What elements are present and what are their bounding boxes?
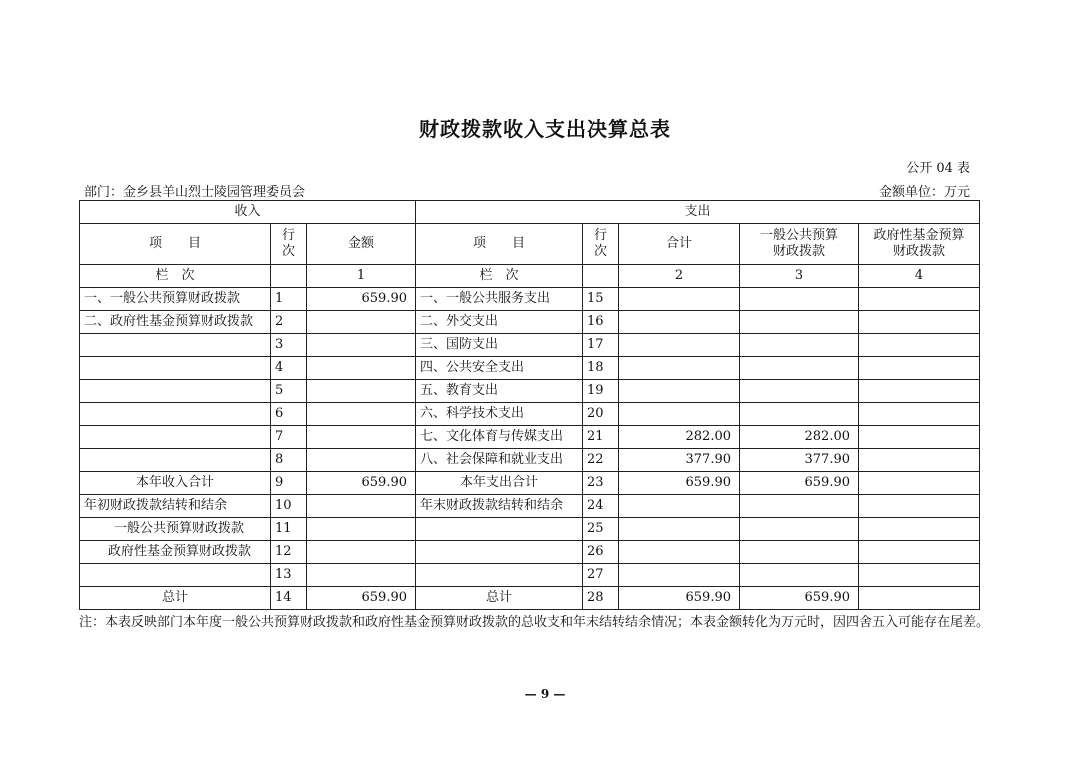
expense-line-cell: 19 <box>583 380 619 403</box>
expense-line-cell: 21 <box>583 426 619 449</box>
table-row <box>80 426 980 449</box>
income-amount-cell <box>307 541 416 564</box>
income-amount-cell <box>307 311 416 334</box>
income-item-header: 项 目 <box>80 224 271 265</box>
fund-budget-cell <box>859 403 980 426</box>
fund-budget-cell <box>859 357 980 380</box>
income-amount-header: 金额 <box>307 224 416 265</box>
expense-line-cell: 26 <box>583 541 619 564</box>
income-item-cell <box>80 334 271 357</box>
general-budget-cell <box>740 518 859 541</box>
expense-line-cell: 23 <box>583 472 619 495</box>
income-line-cell: 13 <box>271 564 307 587</box>
fund-budget-cell <box>859 380 980 403</box>
expense-item-cell: 六、科学技术支出 <box>416 403 583 426</box>
expense-line-cell: 25 <box>583 518 619 541</box>
expense-line-cell: 15 <box>583 288 619 311</box>
income-line-cell: 5 <box>271 380 307 403</box>
income-amount-cell: 659.90 <box>307 472 416 495</box>
expense-item-cell <box>416 564 583 587</box>
expense-line-header: 行 次 <box>583 224 619 265</box>
income-column-label: 栏 次 <box>80 265 271 288</box>
document-title: 财政拨款收入支出决算总表 <box>419 117 671 141</box>
expense-line-cell: 16 <box>583 311 619 334</box>
income-amount-cell: 659.90 <box>307 288 416 311</box>
expense-column-label: 栏 次 <box>416 265 583 288</box>
expense-line-cell: 27 <box>583 564 619 587</box>
income-item-cell: 一般公共预算财政拨款 <box>80 518 271 541</box>
income-item-cell: 政府性基金预算财政拨款 <box>80 541 271 564</box>
income-amount-cell: 659.90 <box>307 587 416 610</box>
income-amount-cell <box>307 357 416 380</box>
expense-total-cell <box>619 380 740 403</box>
expense-line-cell: 28 <box>583 587 619 610</box>
table-row <box>80 564 980 587</box>
income-item-cell: 本年收入合计 <box>80 472 271 495</box>
budget-summary-table <box>79 200 980 610</box>
expense-line-cell: 17 <box>583 334 619 357</box>
income-line-cell: 3 <box>271 334 307 357</box>
fund-budget-cell <box>859 311 980 334</box>
fund-budget-cell <box>859 288 980 311</box>
income-line-cell: 8 <box>271 449 307 472</box>
expense-header: 支出 <box>416 201 980 224</box>
expense-total-cell: 377.90 <box>619 449 740 472</box>
income-item-cell: 总计 <box>80 587 271 610</box>
general-budget-cell: 282.00 <box>740 426 859 449</box>
expense-item-cell: 三、国防支出 <box>416 334 583 357</box>
expense-line-cell: 18 <box>583 357 619 380</box>
expense-total-cell <box>619 495 740 518</box>
expense-item-cell <box>416 541 583 564</box>
department-label: 部门：金乡县羊山烈士陵园管理委员会 <box>84 185 306 200</box>
expense-total-cell <box>619 541 740 564</box>
income-amount-cell <box>307 426 416 449</box>
general-budget-cell <box>740 495 859 518</box>
general-budget-cell <box>740 311 859 334</box>
income-line-cell: 2 <box>271 311 307 334</box>
income-line-cell: 14 <box>271 587 307 610</box>
income-amount-cell <box>307 334 416 357</box>
expense-total-cell <box>619 564 740 587</box>
column-number-1: 1 <box>307 265 416 288</box>
income-line-cell: 10 <box>271 495 307 518</box>
income-item-cell: 年初财政拨款结转和结余 <box>80 495 271 518</box>
header-row-2 <box>80 224 980 265</box>
income-item-cell <box>80 403 271 426</box>
header-row-1 <box>80 201 980 224</box>
table-row <box>80 357 980 380</box>
expense-item-cell: 八、社会保障和就业支出 <box>416 449 583 472</box>
expense-item-cell: 七、文化体育与传媒支出 <box>416 426 583 449</box>
expense-total-cell <box>619 357 740 380</box>
income-amount-cell <box>307 449 416 472</box>
income-item-cell <box>80 426 271 449</box>
fund-budget-cell <box>859 472 980 495</box>
fund-budget-cell <box>859 449 980 472</box>
general-budget-cell: 377.90 <box>740 449 859 472</box>
expense-item-cell: 五、教育支出 <box>416 380 583 403</box>
income-item-cell <box>80 380 271 403</box>
table-row <box>80 518 980 541</box>
expense-total-cell: 659.90 <box>619 587 740 610</box>
form-number: 公开 04 表 <box>906 161 970 176</box>
table-row <box>80 495 980 518</box>
fund-budget-cell <box>859 426 980 449</box>
general-budget-cell <box>740 564 859 587</box>
table-row <box>80 334 980 357</box>
expense-item-cell <box>416 518 583 541</box>
income-amount-cell <box>307 518 416 541</box>
fund-budget-cell <box>859 564 980 587</box>
table-row <box>80 449 980 472</box>
expense-total-cell <box>619 288 740 311</box>
income-item-cell <box>80 449 271 472</box>
table-note: 注：本表反映部门本年度一般公共预算财政拨款和政府性基金预算财政拨款的总收支和年末结转结余情况；本表金额转化为万元时，因四舍五入可能存在尾差。 <box>79 615 990 630</box>
unit-label: 金额单位：万元 <box>878 185 970 200</box>
general-budget-cell <box>740 541 859 564</box>
fund-budget-cell <box>859 518 980 541</box>
expense-total-header: 合计 <box>619 224 740 265</box>
general-budget-cell <box>740 403 859 426</box>
table-row <box>80 472 980 495</box>
expense-item-cell: 一、一般公共服务支出 <box>416 288 583 311</box>
general-budget-cell: 659.90 <box>740 587 859 610</box>
table-row <box>80 587 980 610</box>
general-budget-cell <box>740 334 859 357</box>
income-line-cell: 6 <box>271 403 307 426</box>
table-row <box>80 311 980 334</box>
fund-budget-cell <box>859 334 980 357</box>
column-number-row <box>80 265 980 288</box>
income-line-cell: 12 <box>271 541 307 564</box>
income-item-cell: 一、一般公共预算财政拨款 <box>80 288 271 311</box>
income-line-cell: 9 <box>271 472 307 495</box>
income-line-cell: 4 <box>271 357 307 380</box>
fund-budget-cell <box>859 587 980 610</box>
expense-item-cell: 年末财政拨款结转和结余 <box>416 495 583 518</box>
general-budget-cell <box>740 380 859 403</box>
expense-item-cell: 四、公共安全支出 <box>416 357 583 380</box>
table-row <box>80 541 980 564</box>
general-budget-cell <box>740 357 859 380</box>
expense-line-cell: 24 <box>583 495 619 518</box>
column-number-3: 3 <box>740 265 859 288</box>
expense-total-cell <box>619 518 740 541</box>
expense-total-cell <box>619 334 740 357</box>
fund-budget-cell <box>859 541 980 564</box>
fund-budget-header: 政府性基金预算 财政拨款 <box>859 224 980 265</box>
income-line-cell: 7 <box>271 426 307 449</box>
income-amount-cell <box>307 564 416 587</box>
income-line-cell: 11 <box>271 518 307 541</box>
income-amount-cell <box>307 495 416 518</box>
income-item-cell <box>80 357 271 380</box>
general-budget-cell: 659.90 <box>740 472 859 495</box>
income-amount-cell <box>307 403 416 426</box>
expense-item-cell: 二、外交支出 <box>416 311 583 334</box>
page-number: — 9 — <box>524 687 566 701</box>
income-item-cell: 二、政府性基金预算财政拨款 <box>80 311 271 334</box>
table-row <box>80 288 980 311</box>
income-item-cell <box>80 564 271 587</box>
expense-total-cell <box>619 403 740 426</box>
income-line-header: 行 次 <box>271 224 307 265</box>
general-budget-header: 一般公共预算 财政拨款 <box>740 224 859 265</box>
income-amount-cell <box>307 380 416 403</box>
expense-total-cell <box>619 311 740 334</box>
expense-total-cell: 282.00 <box>619 426 740 449</box>
income-line-cell: 1 <box>271 288 307 311</box>
table-row <box>80 380 980 403</box>
expense-item-cell: 本年支出合计 <box>416 472 583 495</box>
expense-item-header: 项 目 <box>416 224 583 265</box>
expense-line-cell: 20 <box>583 403 619 426</box>
general-budget-cell <box>740 288 859 311</box>
expense-item-cell: 总计 <box>416 587 583 610</box>
column-number-4: 4 <box>859 265 980 288</box>
column-number-2: 2 <box>619 265 740 288</box>
expense-total-cell: 659.90 <box>619 472 740 495</box>
expense-line-cell: 22 <box>583 449 619 472</box>
table-row <box>80 403 980 426</box>
fund-budget-cell <box>859 495 980 518</box>
income-header: 收入 <box>80 201 416 224</box>
